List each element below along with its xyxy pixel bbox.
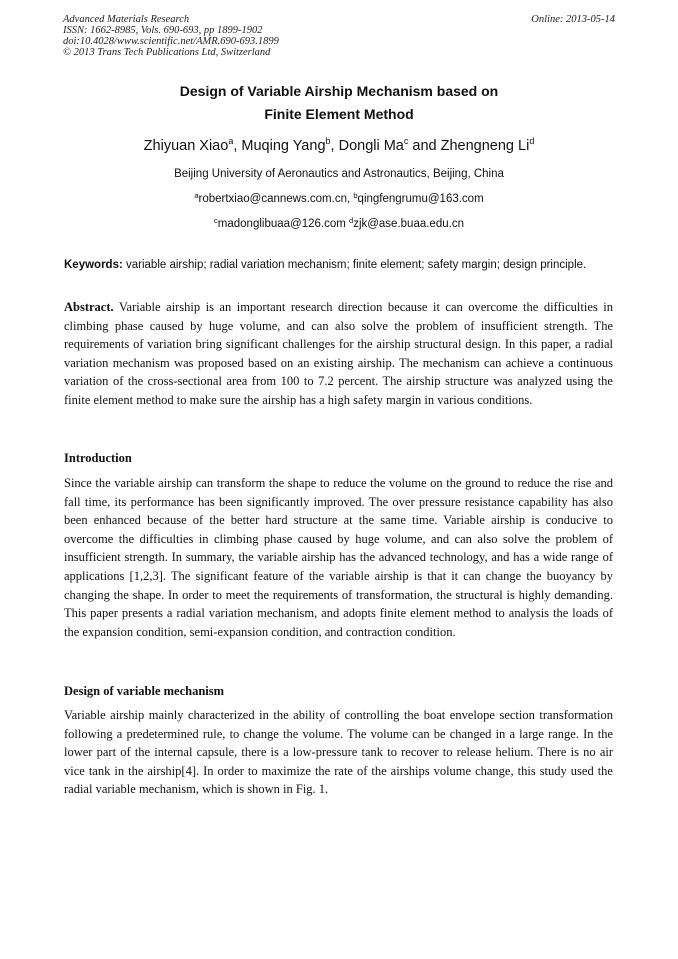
section-heading-design: Design of variable mechanism (64, 684, 225, 698)
email-address: qingfengrumu@163.com (357, 193, 484, 205)
affiliation: Beijing University of Aeronautics and Astronautics, Beijing, China (174, 168, 504, 180)
journal-doi: doi:10.4028/www.scientific.net/AMR.690-693.1899 (63, 36, 279, 47)
email-line-1 (63, 191, 615, 207)
journal-issn: ISSN: 1662-8985, Vols. 690-693, pp 1899-1902 (63, 25, 263, 36)
keywords-label: Keywords: (64, 259, 123, 271)
design-paragraph: Variable airship mainly characterized in the ability of controlling the boat envelope section transformation following a predetermined rule, to change the volume. The volume can be changed in a large range. In the lower part of the internal capsule, there is a low-pressure tank to recover to release helium. There is no air vice tank in the airship[4]. In order to maximize the rate of the airships volume change, this study used the radial variable mechanism, which is shown in Fig. 1. (64, 708, 613, 797)
email-address: zjk@ase.buaa.edu.cn (353, 218, 464, 230)
email-line-2 (63, 216, 615, 232)
author-name: Muqing Yang (241, 138, 326, 154)
paper-title (63, 80, 615, 126)
abstract (64, 298, 613, 410)
author-list (63, 136, 615, 156)
title-line-1: Design of Variable Airship Mechanism based on (179, 83, 499, 99)
journal-name: Advanced Materials Research (63, 14, 190, 25)
author-affiliation-mark: b (325, 136, 331, 146)
author-affiliation-mark: a (228, 136, 234, 146)
section-heading-introduction: Introduction (64, 451, 132, 465)
abstract-label: Abstract. (64, 300, 114, 314)
author-separator: , (233, 138, 242, 154)
author-separator: , (330, 138, 339, 154)
email-address: madonglibuaa@126.com (217, 218, 350, 230)
keywords (64, 256, 613, 274)
author-name: Dongli Ma (338, 138, 404, 154)
email-mark: a (194, 191, 199, 200)
keywords-text: variable airship; radial variation mechanism; finite element; safety margin; design principle. (122, 259, 587, 271)
author-name: Zhiyuan Xiao (143, 138, 229, 154)
author-separator: and (408, 138, 441, 154)
author-affiliation-mark: c (403, 136, 409, 146)
abstract-text: Variable airship is an important research direction because it can overcome the difficulties in climbing phase caused by huge volume, and can also solve the problem of insufficient strength. The requirements of variation bring significant challenges for the airship structural design. In this paper, a radial variation mechanism was proposed based on an existing airship. The mechanism can achieve a continuous variation of the cross-sectional area from 100 to 7.2 percent. The airship structure was analyzed using the finite element method to make sure the airship has a high safety margin in various conditions. (64, 300, 613, 407)
online-date: Online: 2013-05-14 (531, 14, 615, 25)
email-address: robertxiao@cannews.com.cn, (198, 193, 354, 205)
email-mark: d (349, 216, 354, 225)
email-mark: c (214, 216, 218, 225)
introduction-paragraph: Since the variable airship can transform the shape to reduce the volume on the ground to reduce the rise and fall time, its performance has been significantly improved. The over pressure resistance capability has also been enhanced because of the better hard structure at the same time. Variable airship is conducive to overcome the difficulties in climbing phase caused by huge volume, and can also solve the problem of insufficient strength. In summary, the variable airship has the advanced technology, and has a wide range of applications [1,2,3]. The significant feature of the variable airship is that it can change the buoyancy by changing the shape. In order to meet the requirements of transformation, the structural is highly demanding. This paper presents a radial variation mechanism, and adopts finite element method to analysis the loads of the expansion condition, semi-expansion condition, and contraction condition. (64, 476, 613, 639)
email-mark: b (353, 191, 358, 200)
author-affiliation-mark: d (529, 136, 535, 146)
journal-header (63, 14, 615, 58)
author-name: Zhengneng Li (440, 138, 530, 154)
journal-copyright: © 2013 Trans Tech Publications Ltd, Switzerland (63, 47, 271, 58)
title-line-2: Finite Element Method (264, 106, 414, 122)
